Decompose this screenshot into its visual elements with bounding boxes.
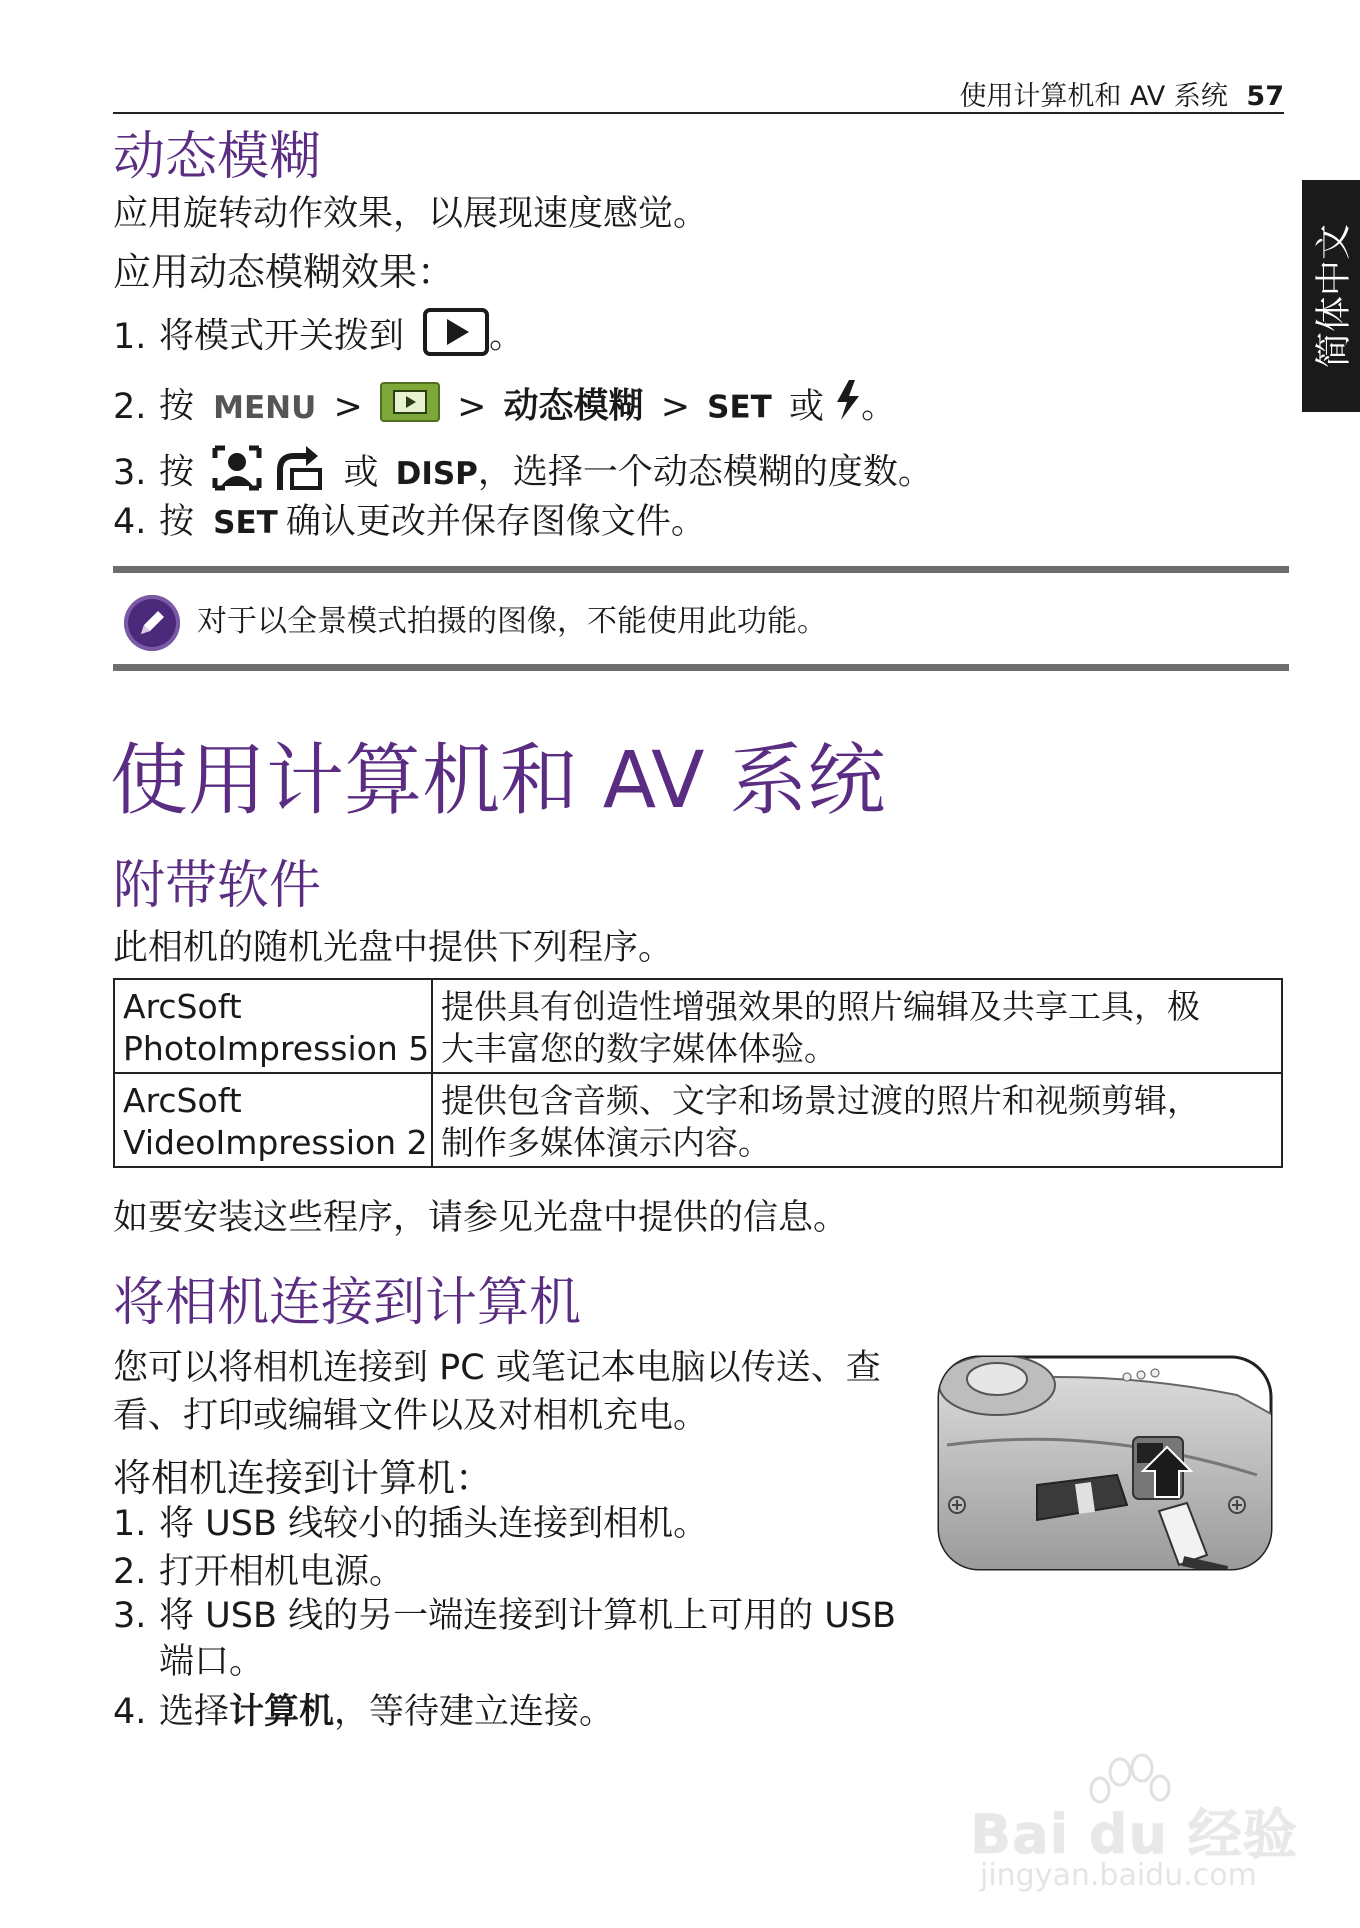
motion-blur-intro: 应用旋转动作效果，以展现速度感觉。 [113, 194, 709, 234]
connect-step-4 [113, 1690, 614, 1734]
playback-menu-icon [380, 382, 440, 433]
disp-button-label: DISP [395, 455, 478, 492]
motion-blur-menu-item: 动态模糊 [503, 386, 644, 427]
software-name-cell [114, 979, 432, 1073]
step-number: 3. [113, 1596, 147, 1636]
menu-button-label: MENU [213, 389, 317, 426]
software-name-cell [114, 1073, 432, 1167]
software-table [113, 978, 1283, 1168]
software-vendor: ArcSoft [123, 987, 242, 1026]
step-text: 打开相机电源。 [159, 1552, 405, 1592]
step-press: 按 [159, 452, 195, 493]
gt-symbol: > [333, 386, 363, 427]
flash-icon [835, 380, 861, 435]
software-intro: 此相机的随机光盘中提供下列程序。 [113, 928, 674, 968]
motion-blur-step-4 [113, 500, 706, 545]
face-detect-icon [211, 444, 263, 503]
motion-blur-heading: 动态模糊 [113, 127, 322, 187]
step-text: 选择 [159, 1692, 230, 1732]
software-product: PhotoImpression 5 [123, 1029, 430, 1068]
step-end: 。 [861, 386, 897, 427]
note-top-rule [113, 566, 1289, 573]
language-tab-label: 简体中文 [1313, 223, 1355, 369]
watermark-brand: Bai du 经验 [970, 1803, 1298, 1866]
running-header [959, 74, 1284, 113]
step-text: 将 USB 线的另一端连接到计算机上可用的 USB [159, 1596, 897, 1636]
language-tab [1302, 180, 1360, 412]
set-button-label: SET [707, 389, 772, 426]
connect-step-3-continued: 端口。 [159, 1642, 265, 1682]
gt-symbol: > [457, 386, 487, 427]
connect-heading: 将相机连接到计算机 [113, 1273, 582, 1333]
step-end: 。 [489, 316, 525, 357]
camera-usb-illustration [937, 1355, 1273, 1571]
baidu-watermark [960, 1750, 1298, 1900]
motion-blur-step-1 [113, 308, 524, 367]
table-row [114, 1073, 1282, 1167]
chapter-title: 使用计算机和 AV 系统 [110, 736, 886, 826]
table-row [114, 979, 1282, 1073]
software-outro: 如要安装这些程序，请参见光盘中提供的信息。 [113, 1198, 849, 1238]
computer-option: 计算机 [229, 1692, 335, 1732]
step-text: 将 USB 线较小的插头连接到相机。 [159, 1504, 709, 1544]
description-line: 提供包含音频、文字和场景过渡的照片和视频剪辑， [441, 1081, 1200, 1120]
connect-steps-title: 将相机连接到计算机： [113, 1456, 494, 1500]
motion-blur-step-2 [113, 380, 896, 435]
set-button-label: SET [213, 505, 278, 541]
step-text: ，选择一个动态模糊的度数。 [477, 452, 933, 493]
step-number: 4. [113, 502, 147, 542]
step-number: 1. [113, 316, 147, 357]
software-vendor: ArcSoft [123, 1081, 242, 1120]
step-or: 或 [788, 386, 824, 427]
step-number: 3. [113, 452, 147, 493]
note-bottom-rule [113, 664, 1289, 671]
software-heading: 附带软件 [113, 856, 322, 916]
motion-blur-steps-title: 应用动态模糊效果： [113, 250, 456, 294]
motion-blur-step-3 [113, 444, 933, 503]
step-number: 2. [113, 386, 147, 427]
step-number: 4. [113, 1692, 147, 1732]
step-press: 按 [159, 386, 195, 427]
connect-step-2 [113, 1550, 404, 1594]
step-text: ，等待建立连接。 [334, 1692, 615, 1732]
step-number: 2. [113, 1552, 147, 1592]
header-rule [113, 112, 1284, 114]
step-text: 将模式开关拨到 [159, 316, 405, 357]
connect-intro-line-1: 您可以将相机连接到 PC 或笔记本电脑以传送、查 [113, 1348, 881, 1388]
gt-symbol: > [660, 386, 691, 427]
step-press: 按 [159, 502, 195, 542]
software-description-cell [432, 979, 1282, 1073]
description-line: 大丰富您的数字媒体体验。 [441, 1029, 837, 1068]
page-number: 57 [1246, 81, 1284, 112]
connect-step-3 [113, 1594, 896, 1638]
self-timer-icon [274, 444, 326, 503]
software-product: VideoImpression 2 [123, 1123, 428, 1162]
watermark-url: jingyan.baidu.com [980, 1858, 1257, 1893]
connect-step-1 [113, 1502, 708, 1546]
step-or: 或 [343, 452, 379, 493]
description-line: 提供具有创造性增强效果的照片编辑及共享工具，极 [441, 987, 1200, 1026]
connect-intro-line-2: 看、打印或编辑文件以及对相机充电。 [113, 1396, 709, 1436]
step-text: 确认更改并保存图像文件。 [285, 502, 706, 542]
description-line: 制作多媒体演示内容。 [441, 1123, 771, 1162]
note-text: 对于以全景模式拍摄的图像，不能使用此功能。 [197, 604, 827, 639]
step-number: 1. [113, 1504, 147, 1544]
note-pencil-icon [124, 595, 180, 651]
playback-mode-icon [423, 308, 489, 367]
header-title: 使用计算机和 AV 系统 [959, 81, 1228, 112]
software-description-cell [432, 1073, 1282, 1167]
